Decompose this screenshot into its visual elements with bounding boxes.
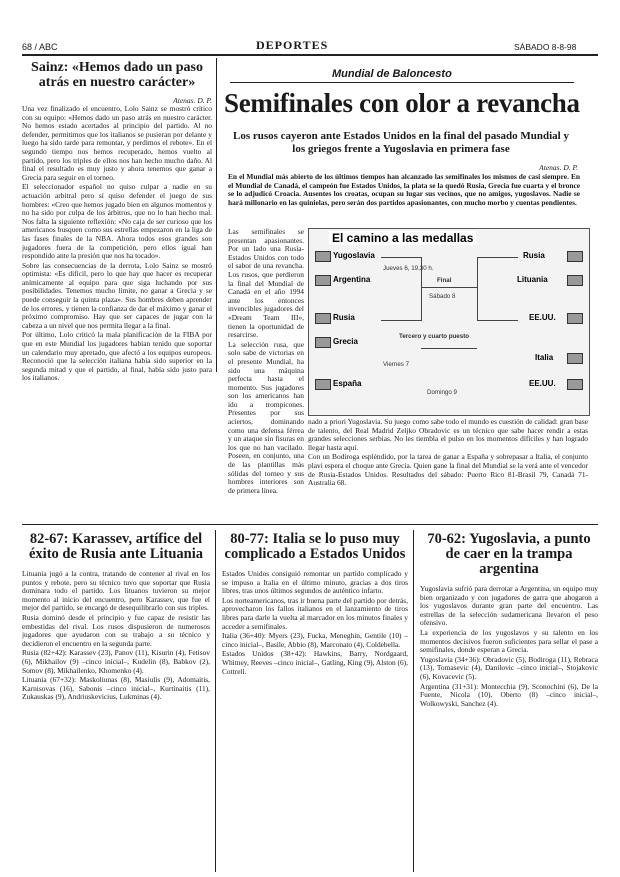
main-lead: [228, 173, 580, 225]
final-label: Final: [437, 277, 452, 284]
team-label: Yugoslavia: [333, 251, 375, 260]
bottom-article-paragraph: Lituania jugó a la contra, tratando de contener al rival en los puntos y rebote, pero su técnico tuvo que soportar que Rusia dominara todo el partido. Los lituanos tuvieron su mejor momento al inicio del encuentro, pero Karassev, que fue el mejor del partido, se encargó de desequilibrarlo con sus triples.: [22, 569, 210, 613]
flag-icon: [315, 251, 331, 262]
bottom-article-paragraph: Argentina (31+31): Montecchia (9), Sconochini (6), De la Fuente, Nicola (10), Oberto (8) –cinco inicial–, Wolkowyski, Sanchez (4).: [420, 681, 598, 708]
left-article-paragraph: Una vez finalizado el encuentro, Lolo Sainz se mostró crítico con su equipo: «Hemos dado un paso atrás en nuestro carácter. No hemos estado acertados al principio del partido. Al no defender, permitimos que los italianos se pusieran por delante y luego ha sido tarde para remontar, y perdimos el rebote». En el segundo tiempo nos hemos recuperado, hemos vuelto al partido, pero los triples de ellos nos han hecho mucho daño. Al final el resultado es muy justo y ahora tenemos que ganar a Grecia para seguir en el torneo.: [22, 104, 212, 182]
bottom-article-paragraph: Estados Unidos (38+42): Hawkins, Barry, Nordgaard, Whitney, Reeves –cinco inicial–, Gatling, King (9), Alston (6), Cottrell.: [222, 649, 408, 676]
kicker-rule: [230, 82, 574, 83]
flag-icon: [315, 313, 331, 324]
flag-icon: [567, 313, 583, 324]
bottom-article-paragraph: Yugoslavia sufrió para derrotar a Argentina, un equipo muy bien organizado y con jugadores de garra que ahogaron a los yugoslavos durante gran parte del encuentro. Las estrellas de la selección sudamericana llevaron el peso ofensivo.: [420, 584, 598, 628]
team-label: Italia: [535, 353, 554, 362]
left-article-headline: Sainz: «Hemos dado un paso atrás en nuestro carácter»: [31, 60, 203, 90]
bottom-article-yugoslavia: [420, 532, 598, 872]
column-divider: [413, 530, 414, 872]
page-folio: 68 / ABC: [22, 42, 58, 52]
flag-icon: [567, 275, 583, 286]
bottom-article-paragraph: Italia (36+40): Myers (23), Fucka, Meneghin, Gentile (10) –cinco inicial–, Basile, Abbio (8), Marconato (4), Coldebella.: [222, 631, 408, 649]
schedule-note: Sábado 8: [429, 293, 456, 300]
bottom-article-paragraph: Estados Unidos consiguió remontar un partido complicado y se impuso a Italia en el último minuto, gracias a dos tiros libres, tras unos últimos segundos de auténtico infarto.: [222, 569, 408, 596]
main-headline: Semifinales con olor a revancha: [224, 88, 580, 118]
flag-icon: [567, 379, 583, 390]
schedule-note: Jueves 6, 19,30 h.: [383, 265, 434, 272]
left-article-paragraph: Por último, Lolo criticó la mala planificación de la FIBA por que en este Mundial los jugadores habían tenido que soportar un calendario muy apretado, que afectó a los equipos europeos. Reconoció que la selección italiana había sido superior en la segunda mitad y que el partido, al final, había sido justo para los italianos.: [22, 330, 212, 383]
left-article-paragraph: Sobre las consecuencias de la derrota, Lolo Sainz se mostró optimista: «Es difícil, pero lo que hay que hacer es recuperar anímicamente al equipo para que siga luchando por sus posibilidades. Tenemos mucho límite, no ganar a Grecia y se puede conseguir la quinta plaza». Sus hombres deben aprender de los errores, y tienen la confianza de dar el máximo y ganar el próximo compromiso. Hay que ser capaces de jugar con la cabeza a un nivel que nos permita llegar a la final.: [22, 260, 212, 330]
main-deck: Los rusos cayeron ante Estados Unidos en la final del pasado Mundial y los griegos frente a Yugoslavia en primera fase: [233, 130, 569, 155]
column-divider: [215, 530, 216, 872]
team-label: Lituania: [517, 275, 548, 284]
third-place-label: Tercero y cuarto puesto: [399, 333, 470, 340]
graphic-title: El camino a las medallas: [329, 231, 476, 245]
main-body-right: [308, 418, 588, 508]
bottom-article-paragraph: Rusia (82+42): Karassev (23), Panov (11), Kisurin (4), Fetisov (6), Mikhailov (9) –cinco inicial–, Kudelin (8), Babkov (2), Somov (8), Mikhailenko, Khomenko (4).: [22, 648, 210, 675]
schedule-note: Domingo 9: [427, 389, 457, 396]
left-article: [22, 60, 212, 383]
issue-date: SÁBADO 8-8-98: [514, 42, 577, 52]
flag-icon: [315, 337, 331, 348]
main-body-paragraph: La selección rusa, que solo sabe de victorias en el presente Mundial, ha sido una máquina perfecta hasta el momento. Sus jugadores son los americanos han ido a trompicones. Presentes por sus aciertos, dominando como una defensa férrea y un ataque sin fisuras en los que no han vacilado. Poseen, en conjunto, una de las plantillas más sólidas del torneo y sus hombres interiores son de primera línea.: [228, 339, 304, 495]
bottom-article-paragraph: Lituania (67+32): Maskoliunas (8), Masiulis (9), Adomaitis, Karnisovas (16), Sabonis –cinco inicial–, Kurtinaitis (11), Zukauskas (9), Andriuskevicius, Lukminas (4).: [22, 675, 210, 702]
bottom-article-headline: 82-67: Karassev, artífice del éxito de Rusia ante Lituania: [28, 531, 203, 562]
column-divider: [216, 58, 217, 372]
bottom-article-paragraph: Rusia dominó desde el principio y fue capaz de resistir las embestidas del rival. Los rusos dispusieron de numerosos jugadores que ayudaron con su trabajo a su técnico y decidieron el encuentro en la segunda parte.: [22, 612, 210, 648]
team-label: Rusia: [333, 313, 355, 322]
main-body-paragraph: nado a priori Yugoslavia. Su juego como sabe todo el mundo es cuestión de calidad: gran base de talento, del Real Madrid Zeljko Obradovic es un técnico que sabe hacer rendir a estas grandes selecciones serbias. No les tiembla el pulso en los momentos difíciles y han logrado llegar hasta aquí.: [308, 417, 588, 452]
team-label: Argentina: [333, 275, 371, 284]
main-credit: Atenas. D. P.: [539, 163, 578, 172]
left-article-credit: Atenas. D. P.: [173, 96, 212, 105]
schedule-note: Viernes 7: [383, 361, 410, 368]
bottom-article-paragraph: Los norteamericanos, tras ir buena parte del partido por detrás, aprovecharon los fallos italianos en el lanzamiento de tiros libres para darle la vuelta al marcador en los minutos finales y acceder a semifinales.: [222, 595, 408, 631]
flag-icon: [567, 251, 583, 262]
main-body-paragraph: Las semifinales se presentan apasionantes. Por un lado una Rusia-Estados Unidos con todo el sabor de una revancha. Los rusos, que perdieron la final del Mundial de Canadá en el año 1994 ante los entonces invencibles jugadores del «Dream Team III», tienen la oportunidad de resarcirse.: [228, 227, 304, 340]
bottom-article-russia: [22, 532, 210, 872]
team-label: España: [333, 379, 362, 388]
team-label: Rusia: [523, 251, 545, 260]
flag-icon: [567, 353, 583, 364]
team-label: EE.UU.: [529, 379, 556, 388]
bracket-line: [477, 257, 518, 321]
flag-icon: [315, 379, 331, 390]
bottom-article-paragraph: La experiencia de los yugoslavos y su talento en los momentos decisivos fueron suficientes para sellar el pase a semifinales, donde esperan a Grecia.: [420, 627, 598, 655]
header-rule: [22, 54, 598, 56]
main-kicker: Mundial de Baloncesto: [332, 68, 452, 80]
left-article-paragraph: El seleccionador español no quiso culpar a nadie en su actuación arbitral pero sí quiso defender el juego de sus hombres: «Creo que hemos jugado bien en algunos momentos y no ha sido por culpa de los árbitros, que no lo han hecho mal. Nos falta la siguiente reflexión: «No caja de ser curioso que los americanos busquen como sus estrellas empezaron en la liga de las fases finales de la NBA. Ahora todos esos grandes son jugadores fuera de la competición, pero ellos igual han respondido ante la presión que nos ha tocado».: [22, 182, 212, 261]
bottom-article-italy: [222, 532, 408, 872]
medals-graphic: [308, 228, 590, 416]
main-body-paragraph: Con un Bodiroga espléndido, por la tarea de ganar a España y sobrepasar a Italia, el conjunto plavi espera el choque ante Grecia. Quien gane la final del Mundial se la verá ante el vencedor de Rusia-Estados Unidos. Resultados del sábado: Puerto Rico 81-Brasil 79, Canadá 71-Australia 68.: [308, 452, 588, 488]
flag-icon: [315, 275, 331, 286]
bottom-article-headline: 70-62: Yugoslavia, a punto de caer en la trampa argentina: [427, 531, 591, 577]
team-label: Grecia: [333, 337, 358, 346]
team-label: EE.UU.: [529, 313, 556, 322]
bottom-article-paragraph: Yugoslavia (34+36): Obradovic (5), Bodiroga (11), Rebraca (13), Tomasevic (4), Danilovic –cinco inicial–, Stojakovic (6), Kovacevic (5).: [420, 654, 598, 681]
section-divider: [22, 524, 598, 525]
main-lead-text: En el Mundial más abierto de los últimos tiempos han alcanzado las semifinales los mismos de casi siempre. En el Mundial de Canadá, el campeón fue Estados Unidos, la plata se la quedó Rusia, Grecia fue cuarta y el bronce se lo adjudicó Croacia. Ausentes los croatas, ocupan su lugar sus vecinos, que no amigos, yugoslavos. Nadie se hará millonario en las quinielas, pero serán dos partidos apasionantes, con mucho morbo y cuentas pendientes.: [228, 172, 580, 207]
bottom-article-headline: 80-77: Italia se lo puso muy complicado a Estados Unidos: [224, 531, 406, 562]
section-title: DEPORTES: [256, 38, 329, 52]
